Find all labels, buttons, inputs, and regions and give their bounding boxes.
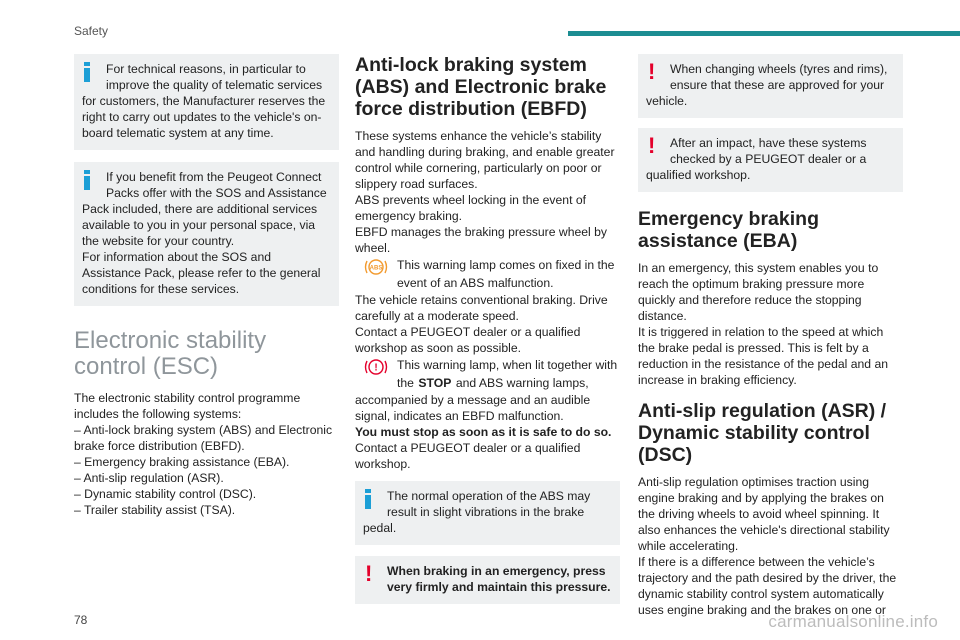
asr-paragraph: Anti-slip regulation optimises traction using engine braking and by applying the brakes on the driving wheels to avoid wheel spinning. It also enhances the vehicle's directional stability while accelerating. xyxy=(638,475,890,553)
abs-warning-lamp-icon xyxy=(363,258,389,276)
info-note-rest-2: For information about the SOS and Assistance Pack, please refer to the general conditions for these services. xyxy=(82,250,321,296)
esc-list-item: – Emergency braking assistance (EBA). xyxy=(74,455,290,469)
esc-list-item: – Trailer stability assist (TSA). xyxy=(74,503,236,517)
header-accent-bar xyxy=(568,31,960,36)
warning-note-text: When braking in an emergency, press very firmly and maintain this pressure. xyxy=(387,564,611,594)
warning-icon: ! xyxy=(648,133,656,158)
brake-lamp-text-a: This warning lamp, when lit together with the xyxy=(397,358,618,390)
info-note-telematic xyxy=(74,54,339,150)
esc-list-item: – Anti-lock braking system (ABS) and Electronic brake force distribution (EBFD). xyxy=(74,423,333,453)
warning-note-emergency-braking xyxy=(355,556,620,604)
eba-paragraph: It is triggered in relation to the speed at which the brake pedal is pressed. This is felt by a reduction in the resistance of the pedal and an increase in braking efficiency. xyxy=(638,325,889,387)
info-note-lead: The normal operation of the ABS may result in slight vibrations in the brake xyxy=(387,489,591,519)
info-icon xyxy=(84,170,90,190)
abs-heading: Anti-lock braking system (ABS) and Electronic brake force distribution (EBFD) xyxy=(355,54,607,120)
column-3 xyxy=(638,54,903,618)
eba-paragraph: In an emergency, this system enables you to reach the optimum braking pressure more quickly and therefore reduce the stopping distance. xyxy=(638,261,879,323)
info-icon xyxy=(365,489,371,509)
asr-heading: Anti-slip regulation (ASR) / Dynamic stability control (DSC) xyxy=(638,400,887,466)
page-number: 78 xyxy=(74,613,88,627)
column-1 xyxy=(74,54,339,518)
brake-lamp-row xyxy=(355,356,620,392)
warning-icon: ! xyxy=(365,561,373,586)
brake-warning-lamp-icon xyxy=(363,358,389,376)
warning-note-lead: When changing wheels (tyres and rims), ensure that these are approved for your xyxy=(670,62,888,92)
stop-label: STOP xyxy=(418,376,452,390)
esc-heading: Electronic stability control (ESC) xyxy=(74,327,267,380)
abs-paragraph: EBFD manages the braking pressure wheel by wheel. xyxy=(355,225,608,255)
column-2 xyxy=(355,54,620,604)
abs-bold-instruction: You must stop as soon as it is safe to do so. xyxy=(355,425,612,439)
watermark: carmanualsonline.info xyxy=(768,612,938,631)
svg-text:ABS: ABS xyxy=(369,265,383,272)
abs-paragraph: Contact a PEUGEOT dealer or a qualified workshop as soon as possible. xyxy=(355,325,581,355)
info-note-lead: If you benefit from the Peugeot Connect Packs offer with the SOS and Assistance xyxy=(106,170,327,200)
esc-list-item: – Dynamic stability control (DSC). xyxy=(74,487,257,501)
warning-note-rest: qualified workshop. xyxy=(646,168,751,182)
warning-icon: ! xyxy=(648,59,656,84)
abs-paragraph: The vehicle retains conventional braking. Drive carefully at a moderate speed. xyxy=(355,293,608,323)
asr-paragraph: If there is a difference between the vehicle’s trajectory and the path desired by the driver, the dynamic stability control system automatically uses engine braking and the brakes on one or xyxy=(638,555,897,617)
esc-intro: The electronic stability control programme includes the following systems: xyxy=(74,391,301,421)
warning-note-wheels xyxy=(638,54,903,118)
info-note-rest: Pack included, there are additional services available to you in your personal space, via the website for your country. xyxy=(82,202,318,248)
info-note-lead: For technical reasons, in particular to improve the quality of telematic services xyxy=(106,62,323,92)
warning-note-rest: vehicle. xyxy=(646,94,688,108)
warning-note-lead: After an impact, have these systems checked by a PEUGEOT dealer or a xyxy=(670,136,867,166)
warning-note-impact xyxy=(638,128,903,192)
info-note-rest: pedal. xyxy=(363,521,397,535)
eba-heading: Emergency braking assistance (EBA) xyxy=(638,208,819,252)
info-note-abs-vibration xyxy=(355,481,620,545)
info-note-peugeot-connect xyxy=(74,162,339,306)
svg-text:!: ! xyxy=(374,362,378,374)
esc-list-item: – Anti-slip regulation (ASR). xyxy=(74,471,224,485)
abs-lamp-row xyxy=(355,256,620,292)
abs-paragraph: ABS prevents wheel locking in the event of emergency braking. xyxy=(355,193,587,223)
brake-lamp-text-b: and ABS warning lamps, xyxy=(455,376,589,390)
abs-paragraph: These systems enhance the vehicle’s stability and handling during braking, and enable greater control while cornering, particularly on poor or slippery road surfaces. xyxy=(355,129,615,191)
abs-paragraph: Contact a PEUGEOT dealer or a qualified workshop. xyxy=(355,441,581,471)
abs-paragraph: accompanied by a message and an audible signal, indicates an EBFD malfunction. xyxy=(355,393,591,423)
info-note-rest: for customers, the Manufacturer reserves the right to carry out updates to the vehicle's on-board telematic system at any time. xyxy=(82,94,326,140)
info-icon xyxy=(84,62,90,82)
header-section-title: Safety xyxy=(74,24,109,38)
abs-lamp-text: This warning lamp comes on fixed in the event of an ABS malfunction. xyxy=(397,258,615,290)
